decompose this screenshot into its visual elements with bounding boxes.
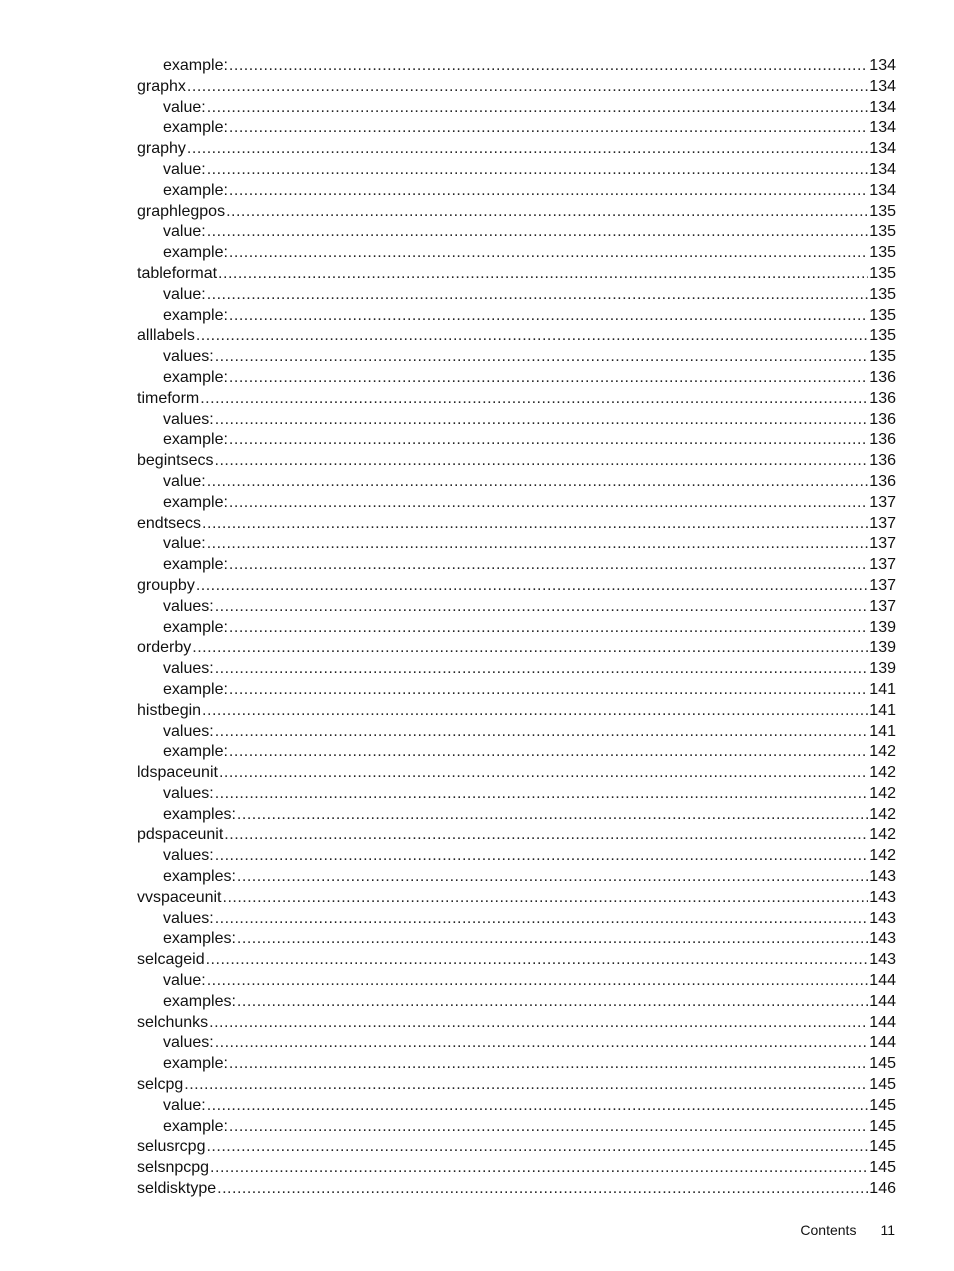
- toc-entry[interactable]: [137, 451, 896, 472]
- toc-subentry[interactable]: [137, 1033, 896, 1054]
- toc-page-number: 143: [869, 951, 896, 969]
- toc-dot-leader: [226, 202, 868, 223]
- toc-page-number: 136: [869, 452, 896, 470]
- toc-subentry[interactable]: [137, 347, 896, 368]
- toc-dot-leader: [229, 56, 868, 77]
- toc-entry-label: values:: [163, 847, 214, 865]
- toc-subentry[interactable]: [137, 597, 896, 618]
- toc-subentry[interactable]: [137, 722, 896, 743]
- toc-page-number: 145: [869, 1159, 896, 1177]
- toc-dot-leader: [215, 659, 869, 680]
- toc-entry-label: orderby: [137, 639, 192, 657]
- toc-page-number: 135: [869, 264, 896, 282]
- toc-entry[interactable]: [137, 638, 896, 659]
- toc-dot-leader: [229, 1054, 868, 1075]
- toc-page-number: 143: [869, 909, 896, 927]
- toc-entry-label: graphy: [137, 140, 186, 158]
- toc-dot-leader: [224, 825, 868, 846]
- toc-dot-leader: [215, 909, 869, 930]
- toc-subentry[interactable]: [137, 285, 896, 306]
- toc-dot-leader: [229, 430, 868, 451]
- toc-entry-label: begintsecs: [137, 452, 214, 470]
- toc-subentry[interactable]: [137, 306, 896, 327]
- toc-subentry[interactable]: [137, 618, 896, 639]
- toc-dot-leader: [196, 576, 868, 597]
- toc-subentry[interactable]: [137, 555, 896, 576]
- toc-page-number: 137: [869, 576, 896, 594]
- toc-dot-leader: [215, 451, 869, 472]
- toc-entry-label: examples:: [163, 805, 236, 823]
- toc-dot-leader: [229, 555, 868, 576]
- toc-page-number: 141: [869, 701, 896, 719]
- toc-dot-leader: [215, 784, 869, 805]
- toc-entry[interactable]: [137, 1158, 896, 1179]
- toc-page-number: 142: [869, 743, 896, 761]
- toc-page-number: 137: [869, 514, 896, 532]
- toc-entry[interactable]: [137, 763, 896, 784]
- toc-entry-label: example:: [163, 57, 228, 74]
- toc-page-number: 139: [869, 639, 896, 657]
- toc-entry-label: example:: [163, 244, 228, 262]
- toc-dot-leader: [187, 139, 868, 160]
- toc-entry-label: value:: [163, 472, 206, 490]
- toc-page-number: 145: [869, 1055, 896, 1073]
- toc-dot-leader: [187, 77, 868, 98]
- toc-dot-leader: [223, 888, 869, 909]
- toc-page-number: 144: [869, 1034, 896, 1052]
- toc-subentry[interactable]: [137, 534, 896, 555]
- toc-entry[interactable]: [137, 576, 896, 597]
- toc-entry-label: value:: [163, 160, 206, 178]
- toc-page-number: 145: [869, 1096, 896, 1114]
- toc-dot-leader: [196, 326, 868, 347]
- page-footer: [800, 1222, 895, 1238]
- toc-dot-leader: [215, 410, 869, 431]
- toc-page-number: 134: [869, 160, 896, 178]
- toc-page-number: 142: [869, 784, 896, 802]
- toc-page-number: 145: [869, 1076, 896, 1094]
- toc-entry-label: example:: [163, 1117, 228, 1135]
- toc-entry[interactable]: [137, 514, 896, 535]
- toc-entry-label: ldspaceunit: [137, 764, 218, 782]
- toc-entry[interactable]: [137, 77, 896, 98]
- toc-subentry[interactable]: [137, 805, 896, 826]
- toc-entry-label: endtsecs: [137, 514, 202, 532]
- toc-entry-label: tableformat: [137, 264, 218, 282]
- toc-entry-label: alllabels: [137, 327, 195, 345]
- toc-entry-label: example:: [163, 493, 228, 511]
- toc-dot-leader: [237, 992, 868, 1013]
- toc-entry-label: selsnpcpg: [137, 1159, 210, 1177]
- toc-entry[interactable]: [137, 202, 896, 223]
- footer-section-label: Contents: [800, 1222, 857, 1238]
- toc-dot-leader: [207, 160, 869, 181]
- toc-page-number: 141: [869, 680, 896, 698]
- toc-page-number: 136: [869, 431, 896, 449]
- toc-entry-label: example:: [163, 368, 228, 386]
- toc-page-number: 139: [869, 618, 896, 636]
- toc-page-number: 135: [869, 348, 896, 366]
- toc-entry-label: examples:: [163, 930, 236, 948]
- toc-entry[interactable]: [137, 139, 896, 160]
- toc-dot-leader: [229, 181, 868, 202]
- toc-entry-label: example:: [163, 181, 228, 199]
- toc-entry-label: values:: [163, 410, 214, 428]
- toc-dot-leader: [184, 1075, 868, 1096]
- toc-dot-leader: [215, 722, 869, 743]
- toc-subentry[interactable]: [137, 56, 896, 77]
- toc-dot-leader: [229, 680, 868, 701]
- toc-entry-label: values:: [163, 597, 214, 615]
- toc-entry-label: example:: [163, 431, 228, 449]
- toc-entry-label: examples:: [163, 868, 236, 886]
- toc-page-number: 142: [869, 847, 896, 865]
- toc-page-number: 144: [869, 972, 896, 990]
- toc-page-number: 134: [869, 77, 896, 95]
- toc-page-number: 143: [869, 930, 896, 948]
- toc-subentry[interactable]: [137, 659, 896, 680]
- toc-subentry[interactable]: [137, 430, 896, 451]
- toc-dot-leader: [192, 638, 868, 659]
- toc-page-number: 135: [869, 285, 896, 303]
- toc-dot-leader: [229, 493, 868, 514]
- toc-page-number: 136: [869, 472, 896, 490]
- toc-page-number: 141: [869, 722, 896, 740]
- toc-dot-leader: [207, 1096, 869, 1117]
- toc-dot-leader: [237, 805, 868, 826]
- toc-subentry[interactable]: [137, 98, 896, 119]
- toc-page-number: 134: [869, 98, 896, 116]
- toc-page-number: 142: [869, 764, 896, 782]
- toc-subentry[interactable]: [137, 222, 896, 243]
- toc-entry[interactable]: [137, 888, 896, 909]
- toc-page-number: 135: [869, 223, 896, 241]
- toc-entry-label: example:: [163, 618, 228, 636]
- toc-page-number: 143: [869, 888, 896, 906]
- toc-page-number: 136: [869, 389, 896, 407]
- toc-dot-leader: [229, 1117, 868, 1138]
- toc-page-number: 134: [869, 181, 896, 199]
- toc-entry-label: seldisktype: [137, 1180, 217, 1198]
- toc-page-number: 142: [869, 805, 896, 823]
- toc-entry-label: value:: [163, 1096, 206, 1114]
- toc-dot-leader: [210, 1158, 868, 1179]
- toc-dot-leader: [202, 701, 868, 722]
- toc-page-number: 139: [869, 660, 896, 678]
- toc-page-number: 143: [869, 868, 896, 886]
- toc-entry[interactable]: [137, 1137, 896, 1158]
- toc-subentry[interactable]: [137, 784, 896, 805]
- toc-entry[interactable]: [137, 950, 896, 971]
- toc-page-number: 135: [869, 327, 896, 345]
- toc-entry[interactable]: [137, 825, 896, 846]
- toc-page-number: 135: [869, 306, 896, 324]
- toc-entry-label: selchunks: [137, 1013, 209, 1031]
- toc-page-number: 142: [869, 826, 896, 844]
- toc-entry-label: values:: [163, 909, 214, 927]
- toc-dot-leader: [217, 1179, 868, 1200]
- toc-subentry[interactable]: [137, 1054, 896, 1075]
- toc-entry-label: selusrcpg: [137, 1138, 206, 1156]
- table-of-contents: [137, 56, 896, 1200]
- toc-entry-label: graphlegpos: [137, 202, 226, 220]
- toc-entry[interactable]: [137, 326, 896, 347]
- toc-subentry[interactable]: [137, 368, 896, 389]
- toc-entry[interactable]: [137, 389, 896, 410]
- toc-entry-label: examples:: [163, 992, 236, 1010]
- toc-dot-leader: [229, 306, 868, 327]
- toc-dot-leader: [206, 1137, 868, 1158]
- toc-dot-leader: [206, 950, 869, 971]
- toc-entry-label: values:: [163, 784, 214, 802]
- toc-subentry[interactable]: [137, 929, 896, 950]
- toc-entry-label: values:: [163, 1034, 214, 1052]
- toc-page-number: 134: [869, 119, 896, 137]
- toc-page-number: 135: [869, 202, 896, 220]
- toc-dot-leader: [229, 742, 868, 763]
- toc-entry-label: value:: [163, 223, 206, 241]
- toc-entry-label: graphx: [137, 77, 186, 95]
- toc-dot-leader: [215, 1033, 869, 1054]
- toc-subentry[interactable]: [137, 909, 896, 930]
- toc-page-number: 144: [869, 1013, 896, 1031]
- toc-subentry[interactable]: [137, 680, 896, 701]
- toc-entry-label: timeform: [137, 389, 200, 407]
- toc-subentry[interactable]: [137, 243, 896, 264]
- toc-entry-label: example:: [163, 743, 228, 761]
- toc-page-number: 137: [869, 535, 896, 553]
- toc-dot-leader: [207, 98, 869, 119]
- toc-dot-leader: [237, 867, 868, 888]
- toc-subentry[interactable]: [137, 992, 896, 1013]
- toc-entry-label: value:: [163, 285, 206, 303]
- toc-entry-label: value:: [163, 535, 206, 553]
- toc-entry-label: values:: [163, 348, 214, 366]
- footer-page-number: 11: [880, 1222, 895, 1238]
- toc-subentry[interactable]: [137, 1117, 896, 1138]
- toc-entry-label: example:: [163, 1055, 228, 1073]
- toc-page-number: 137: [869, 493, 896, 511]
- toc-dot-leader: [207, 534, 869, 555]
- toc-entry[interactable]: [137, 1075, 896, 1096]
- toc-dot-leader: [218, 264, 868, 285]
- toc-dot-leader: [229, 368, 868, 389]
- toc-entry-label: example:: [163, 306, 228, 324]
- toc-dot-leader: [207, 285, 869, 306]
- toc-entry[interactable]: [137, 1179, 896, 1200]
- toc-page-number: 137: [869, 556, 896, 574]
- toc-entry-label: example:: [163, 680, 228, 698]
- toc-entry-label: values:: [163, 660, 214, 678]
- toc-entry-label: selcageid: [137, 951, 205, 969]
- toc-dot-leader: [215, 347, 869, 368]
- toc-entry-label: vvspaceunit: [137, 888, 222, 906]
- toc-subentry[interactable]: [137, 742, 896, 763]
- toc-dot-leader: [215, 597, 869, 618]
- toc-dot-leader: [237, 929, 868, 950]
- toc-page-number: 137: [869, 597, 896, 615]
- toc-entry-label: example:: [163, 556, 228, 574]
- toc-entry[interactable]: [137, 701, 896, 722]
- toc-dot-leader: [215, 846, 869, 867]
- toc-page-number: 145: [869, 1117, 896, 1135]
- toc-entry-label: groupby: [137, 576, 195, 594]
- toc-dot-leader: [209, 1013, 868, 1034]
- toc-page-number: 145: [869, 1138, 896, 1156]
- toc-subentry[interactable]: [137, 181, 896, 202]
- toc-page-number: 146: [869, 1180, 896, 1198]
- toc-dot-leader: [229, 243, 868, 264]
- toc-entry-label: value:: [163, 98, 206, 116]
- toc-dot-leader: [229, 618, 868, 639]
- toc-dot-leader: [207, 472, 869, 493]
- toc-subentry[interactable]: [137, 846, 896, 867]
- toc-dot-leader: [207, 222, 869, 243]
- toc-entry-label: value:: [163, 972, 206, 990]
- toc-entry[interactable]: [137, 264, 896, 285]
- toc-entry-label: values:: [163, 722, 214, 740]
- toc-entry-label: example:: [163, 119, 228, 137]
- toc-dot-leader: [200, 389, 868, 410]
- toc-subentry[interactable]: [137, 118, 896, 139]
- toc-subentry[interactable]: [137, 410, 896, 431]
- toc-page-number: 134: [869, 57, 896, 74]
- toc-subentry[interactable]: [137, 867, 896, 888]
- toc-dot-leader: [202, 514, 868, 535]
- toc-dot-leader: [207, 971, 869, 992]
- toc-subentry[interactable]: [137, 493, 896, 514]
- toc-subentry[interactable]: [137, 160, 896, 181]
- toc-page-number: 136: [869, 410, 896, 428]
- toc-entry-label: histbegin: [137, 701, 202, 719]
- toc-page-number: 144: [869, 992, 896, 1010]
- toc-subentry[interactable]: [137, 472, 896, 493]
- toc-page-number: 134: [869, 140, 896, 158]
- toc-entry[interactable]: [137, 1013, 896, 1034]
- toc-dot-leader: [219, 763, 868, 784]
- toc-subentry[interactable]: [137, 971, 896, 992]
- toc-page-number: 136: [869, 368, 896, 386]
- toc-dot-leader: [229, 118, 868, 139]
- toc-subentry[interactable]: [137, 1096, 896, 1117]
- toc-page-number: 135: [869, 244, 896, 262]
- toc-entry-label: selcpg: [137, 1076, 184, 1094]
- toc-entry-label: pdspaceunit: [137, 826, 224, 844]
